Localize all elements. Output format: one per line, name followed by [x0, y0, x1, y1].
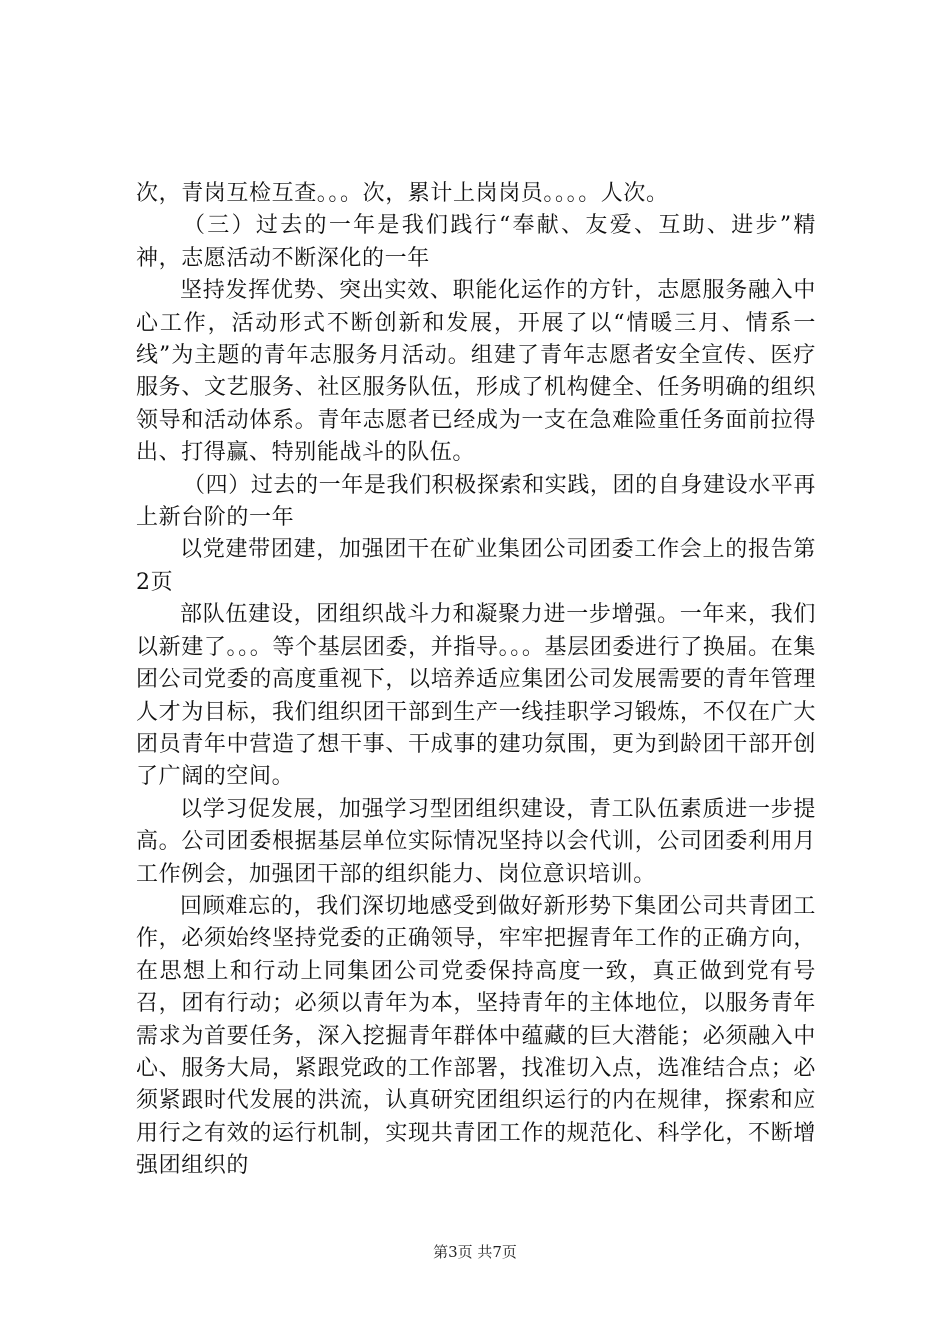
page-number: 第3页 共7页 — [433, 1243, 517, 1261]
document-body — [136, 178, 816, 1183]
section-heading-4: （四）过去的一年是我们积极探索和实践，团的自身建设水平再上新台阶的一年 — [136, 472, 816, 531]
paragraph-learning: 以学习促发展，加强学习型团组织建设，青工队伍素质进一步提高。公司团委根据基层单位实际情况坚持以会代训，公司团委利用月工作例会，加强团干部的组织能力、岗位意识培训。 — [136, 796, 816, 887]
paragraph-volunteer: 坚持发挥优势、突出实效、职能化运作的方针，志愿服务融入中心工作，活动形式不断创新和发展，开展了以“情暖三月、情系一线”为主题的青年志服务月活动。组建了青年志愿者安全宣传、医疗服务、文艺服务、社区服务队伍，形成了机构健全、任务明确的组织领导和活动体系。青年志愿者已经成为一支在急难险重任务面前拉得出、打得赢、特别能战斗的队伍。 — [136, 278, 816, 466]
paragraph-team-building: 部队伍建设，团组织战斗力和凝聚力进一步增强。一年来，我们以新建了。。。等个基层团委，并指导。。。基层团委进行了换届。在集团公司党委的高度重视下，以培养适应集团公司发展需要的青年管理人才为目标，我们组织团干部到生产一线挂职学习锻炼，不仅在广大团员青年中营造了想干事、干成事的建功氛围，更为到龄团干部开创了广阔的空间。 — [136, 602, 816, 790]
section-heading-3: （三）过去的一年是我们践行“奉献、友爱、互助、进步”精神，志愿活动不断深化的一年 — [136, 213, 816, 271]
paragraph-continuation: 次，青岗互检互查。。。次，累计上岗岗员。。。。人次。 — [136, 181, 669, 206]
paragraph-party-building: 以党建带团建，加强团干在矿业集团公司团委工作会上的报告第2页 — [136, 537, 816, 595]
paragraph-review: 回顾难忘的，我们深切地感受到做好新形势下集团公司共青团工作，必须始终坚持党委的正确领导，牢牢把握青年工作的正确方向，在思想上和行动上同集团公司党委保持高度一致，真正做到党有号召，团有行动；必须以青年为本，坚持青年的主体地位，以服务青年需求为首要任务，深入挖掘青年群体中蕴藏的巨大潜能；必须融入中心、服务大局，紧跟党政的工作部署，找准切入点，选准结合点；必须紧跟时代发展的洪流，认真研究团组织运行的内在规律，探索和应用行之有效的运行机制，实现共青团工作的规范化、科学化，不断增强团组织的 — [136, 893, 816, 1179]
